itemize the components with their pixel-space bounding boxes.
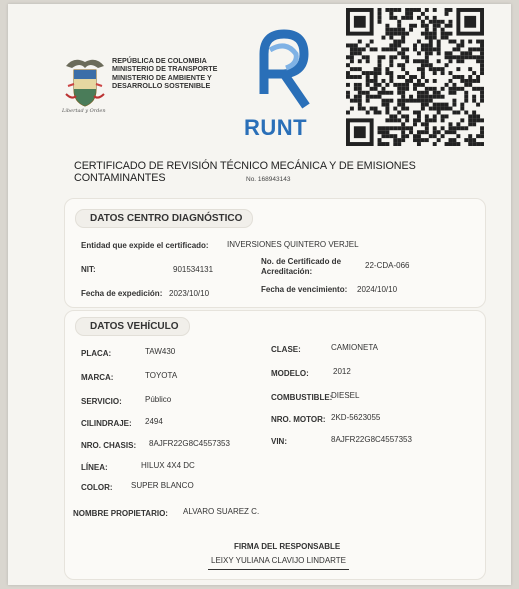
vin-label: VIN: <box>271 437 287 446</box>
modelo-label: MODELO: <box>271 369 309 378</box>
motto-text: Libertad y Orden <box>62 108 106 114</box>
acreditacion-label-line: No. de Certificado de <box>261 257 342 266</box>
acreditacion-label-line: Acreditación: <box>261 267 313 276</box>
motor-value: 2KD-5623055 <box>331 413 381 422</box>
placa-value: TAW430 <box>145 347 176 356</box>
certificate-header <box>8 4 511 154</box>
clase-label: CLASE: <box>271 345 301 354</box>
ministry-line: MINISTERIO DE TRANSPORTE <box>112 64 218 74</box>
qr-code-icon <box>346 8 484 146</box>
nit-value: 901534131 <box>173 265 214 274</box>
ministry-line: REPÚBLICA DE COLOMBIA <box>112 56 207 65</box>
entidad-label: Entidad que expide el certificado: <box>81 241 209 250</box>
certificate-sheet <box>8 4 511 585</box>
placa-label: PLACA: <box>81 349 112 358</box>
servicio-value: Público <box>145 395 172 404</box>
certificate-number: No. 168943143 <box>246 176 291 183</box>
certificate-title: CERTIFICADO DE REVISIÓN TÉCNICO MECÁNICA Y DE EMISIONES CONTAMINANTES <box>74 160 416 184</box>
vencimiento-label: Fecha de vencimiento: <box>261 285 348 294</box>
cilindraje-label: CILINDRAJE: <box>81 419 132 428</box>
propietario-value: ALVARO SUAREZ C. <box>183 507 260 516</box>
runt-logo-text: RUNT <box>244 115 308 140</box>
acreditacion-label <box>261 257 341 277</box>
ministry-line: DESARROLLO SOSTENIBLE <box>112 81 211 91</box>
firma-title: FIRMA DEL RESPONSABLE <box>234 542 341 551</box>
marca-label: MARCA: <box>81 373 114 382</box>
clase-value: CAMIONETA <box>331 343 378 352</box>
modelo-value: 2012 <box>333 367 351 376</box>
vencimiento-value: 2024/10/10 <box>357 285 398 294</box>
acreditacion-value: 22-CDA-066 <box>365 261 410 270</box>
entidad-value: INVERSIONES QUINTERO VERJEL <box>227 240 359 249</box>
ministry-block <box>112 57 217 91</box>
firma-name: LEIXY YULIANA CLAVIJO LINDARTE <box>208 556 349 570</box>
combustible-label: COMBUSTIBLE: <box>271 393 333 402</box>
propietario-label: NOMBRE PROPIETARIO: <box>73 509 168 518</box>
combustible-value: DIESEL <box>331 391 360 400</box>
colombia-coat-of-arms-icon <box>62 54 108 110</box>
marca-value: TOYOTA <box>145 371 178 380</box>
cilindraje-value: 2494 <box>145 417 163 426</box>
color-label: COLOR: <box>81 483 113 492</box>
servicio-label: SERVICIO: <box>81 397 122 406</box>
expedicion-value: 2023/10/10 <box>169 289 210 298</box>
chasis-value: 8AJFR22G8C4557353 <box>149 439 230 448</box>
vin-value: 8AJFR22G8C4557353 <box>331 435 412 444</box>
chasis-label: NRO. CHASIS: <box>81 441 137 450</box>
centro-section-title: DATOS CENTRO DIAGNÓSTICO <box>75 209 253 228</box>
ministry-line: MINISTERIO DE AMBIENTE Y <box>112 72 212 82</box>
expedicion-label: Fecha de expedición: <box>81 289 163 298</box>
color-value: SUPER BLANCO <box>131 481 194 490</box>
linea-value: HILUX 4X4 DC <box>141 461 195 470</box>
nit-label: NIT: <box>81 265 96 274</box>
vehiculo-section-title: DATOS VEHÍCULO <box>75 317 190 336</box>
datos-vehiculo-card <box>64 310 486 580</box>
motor-label: NRO. MOTOR: <box>271 415 326 424</box>
centro-diagnostico-card <box>64 198 486 308</box>
linea-label: LÍNEA: <box>81 463 108 472</box>
